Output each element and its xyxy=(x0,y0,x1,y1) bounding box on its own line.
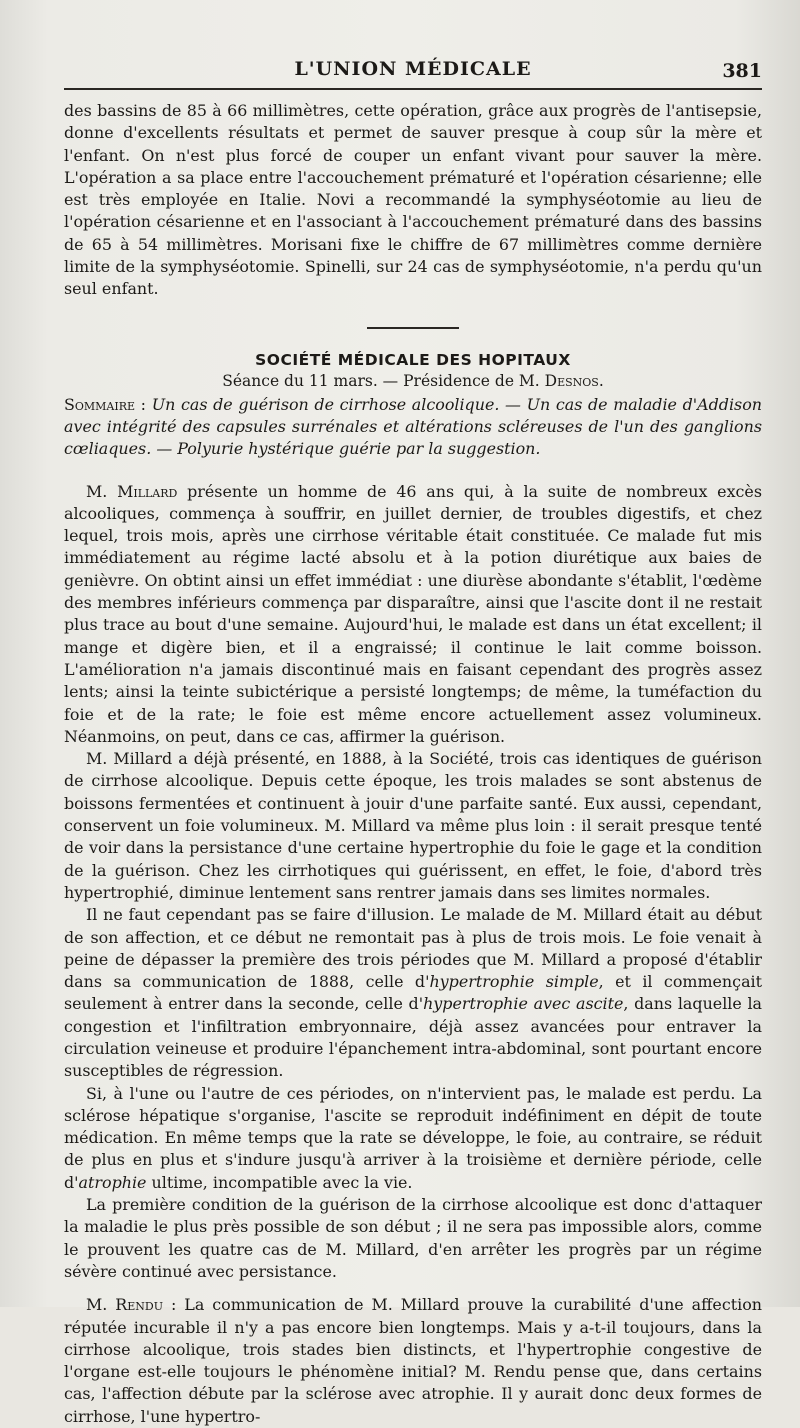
section-title: SOCIÉTÉ MÉDICALE DES HOPITAUX xyxy=(255,350,571,369)
paragraph-text: présente un homme de 46 ans qui, à la suite de nombreux excès alcooliques, commença à souffrir, en juillet dernier, de troubles digestifs, et chez lequel, trois mois, après une cirrhose véritable était constituée. Ce malade fut mis immédiatement au régime lacté absolu et à la potion diurétique aux baies de genièvre. On obtint ainsi un effet immédiat : une diurèse abondante s'établit, l'œdème des membres inférieurs commença par disparaître, ainsi que l'ascite dont il ne restait plus trace au bout d'une semaine. Aujourd'hui, le malade est dans un état excellent; il mange et digère bien, et il a engraissé; il continue le lait comme boisson. L'amélioration n'a jamais discontinué mais en faisant cependant des progrès assez lents; ainsi la teinte subictérique a persisté longtemps; de même, la tuméfaction du foie et de la rate; le foie est même encore actuellement assez volumineux. Néanmoins, on peut, dans ce cas, affirmer la guérison. xyxy=(64,481,762,746)
paragraph-text: : La communication de M. Millard prouve la curabilité d'une affection réputée incurable il n'y a pas encore bien longtemps. Mais y a-t-il toujours, dans la cirrhose alcoolique, trois stades bien distincts, et l'hypertrophie congestive de l'organe est-elle toujours le phénomène initial? M. Rendu pense que, dans certains cas, l'affection débute par la sclérose avec atrophie. Il y aurait donc deux formes de cirrhose, l'une hypertro- xyxy=(64,1295,762,1426)
session-suffix: . xyxy=(598,371,604,390)
session-president: Desnos xyxy=(544,371,599,390)
term-hypertrophie-ascite: hypertrophie avec ascite xyxy=(423,994,624,1014)
paragraph-text: Si, à l'une ou l'autre de ces périodes, on n'intervient pas, le malade est perdu. La sclérose hépatique s'organise, l'ascite se reproduit indéfiniment en dépit de toute médication. En même temps que la rate se développe, le foie, au contraire, se réduit de plus en plus et s'indure jusqu'à arriver à la troisième et dernière période, celle d' xyxy=(64,1083,762,1192)
page-number: 381 xyxy=(722,60,762,82)
paragraph-previous-cases: M. Millard a déjà présenté, en 1888, à la Société, trois cas identiques de guérison de cirrhose alcoolique. Depuis cette époque, les trois malades se sont abstenus de boissons fermentées et continuent à jouir d'une parfaite santé. Eux aussi, cependant, conservent un foie volumineux. M. Millard va même plus loin : il serait presque tenté de voir dans la persistance d'une certaine hypertrophie du foie le gage et la condition de la guérison. Chez les cirrhotiques qui guérissent, en effet, le foie, d'abord très hypertrophié, diminue lentement sans rentrer jamais dans ses limites normales. xyxy=(64,749,762,902)
section-divider xyxy=(367,327,459,329)
paragraph-periods xyxy=(64,1083,762,1194)
paragraph-illusion xyxy=(64,904,762,1082)
summary-separator: : xyxy=(135,394,152,414)
paragraph-text: , dans laquelle la congestion et l'infiltration embryonnaire, déjà assez avancées pour entraver la circulation veineuse et produire l'épanchement intra-abdominal, sont pourtant encore susceptibles de régression. xyxy=(64,994,763,1081)
paragraph-text: Il ne faut cependant pas se faire d'illusion. Le malade de M. Millard était au début de son affection, et ce début ne remontait pas à plus de trois mois. Le foie venait à peine de dépasser la première des trois périodes que M. Millard a proposé d'établir dans sa communication de 1888, celle d' xyxy=(64,905,762,992)
paragraph-millard-case xyxy=(64,481,762,749)
speaker-millard: M. Millard xyxy=(86,481,178,501)
speaker-rendu: M. Rendu xyxy=(86,1295,163,1315)
paragraph-rendu xyxy=(64,1294,762,1428)
summary-label: Sommaire xyxy=(64,394,136,414)
summary xyxy=(64,394,762,461)
paragraph-first-condition: La première condition de la guérison de la cirrhose alcoolique est donc d'attaquer la maladie le plus près possible de son début ; il ne sera pas impossible alors, comme le prouvent les quatre cas de M. Millard, d'en arrêter les progrès par un régime sévère continué avec persistance. xyxy=(64,1195,762,1281)
term-atrophie: atrophie xyxy=(78,1172,147,1192)
term-hypertrophie-simple: hypertrophie simple xyxy=(429,972,599,992)
page-header xyxy=(64,52,762,90)
summary-text: Un cas de guérison de cirrhose alcoolique. — Un cas de maladie d'Addison avec intégrité des capsules surrénales et altérations scléreuses de l'un des ganglions cœliaques. — Polyurie hystérique guérie par la suggestion. xyxy=(64,394,762,459)
session-line xyxy=(64,372,762,390)
paragraph-text: , et il commençait seulement à entrer dans la seconde, celle d' xyxy=(64,972,763,1014)
session-prefix: Séance du 11 mars. — Présidence de M. xyxy=(222,371,545,390)
paragraph-text: ultime, incompatible avec la vie. xyxy=(146,1172,413,1192)
running-title: L'UNION MÉDICALE xyxy=(294,58,532,80)
intro-paragraph: des bassins de 85 à 66 millimètres, cette opération, grâce aux progrès de l'antisepsie, donne d'excellents résultats et permet de sauver presque à coup sûr la mère et l'enfant. On n'est plus forcé de couper un enfant vivant pour sauver la mère. L'opération a sa place entre l'accouchement prématuré et l'opération césarienne; elle est très employée en Italie. Novi a recommandé la symphyséotomie au lieu de l'opération césarienne et en l'associant à l'accouchement prématuré dans des bassins de 65 à 54 millimètres. Morisani fixe le chiffre de 67 millimètres comme dernière limite de la symphyséotomie. Spinelli, sur 24 cas de symphyséotomie, n'a perdu qu'un seul enfant. xyxy=(64,101,762,299)
